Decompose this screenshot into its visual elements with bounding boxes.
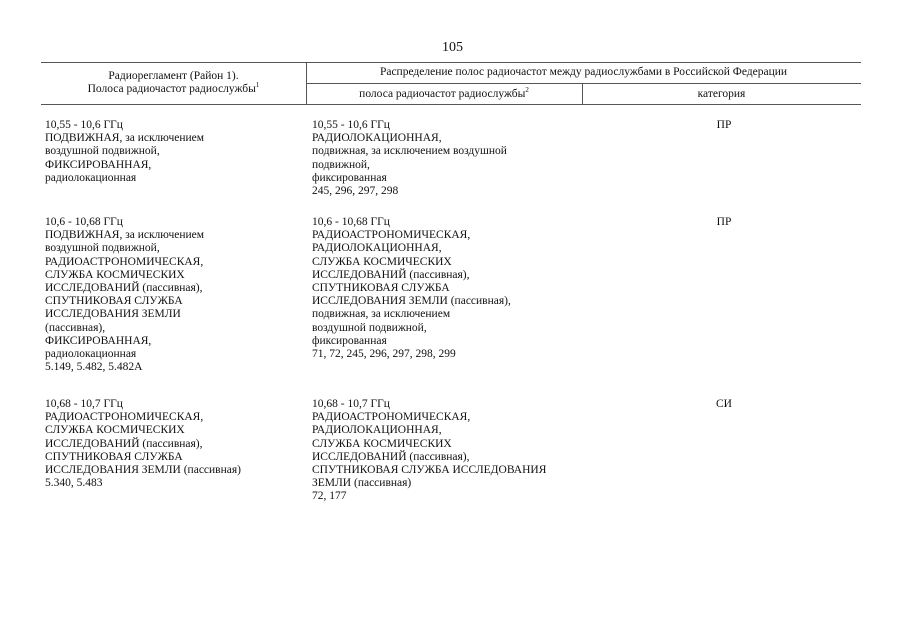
row-2-category: ПР xyxy=(716,216,732,228)
row-1-itu-allocation: 10,55 - 10,6 ГГц ПОДВИЖНАЯ, за исключением воздушной подвижной, ФИКСИРОВАННАЯ, радиолокационная xyxy=(45,119,205,184)
row-3-itu-allocation: 10,68 - 10,7 ГГц РАДИОАСТРОНОМИЧЕСКАЯ, СЛУЖБА КОСМИЧЕСКИХ ИССЛЕДОВАНИЙ (пассивная), СПУТНИКОВАЯ СЛУЖБА ИССЛЕДОВАНИЯ ЗЕМЛИ (пассивная) 5.340, 5.483 xyxy=(45,398,241,490)
header-itu-line2: Полоса радиочастот радиослужбы$^1$ xyxy=(87,81,260,96)
row-1-category: ПР xyxy=(716,119,732,131)
header-band-column: полоса радиочастот радиослужбы$^2$ xyxy=(359,86,529,100)
row-2-rf-allocation: 10,6 - 10,68 ГГц РАДИОАСТРОНОМИЧЕСКАЯ, РАДИОЛОКАЦИОННАЯ, СЛУЖБА КОСМИЧЕСКИХ ИССЛЕДОВАНИЙ (пассивная), СПУТНИКОВАЯ СЛУЖБА ИССЛЕДОВАНИЯ ЗЕМЛИ (пассивная), подвижная, за исключением воздушной подвижной, фиксированная 71, 72, 245, 296, 297, 298, 299 xyxy=(312,216,511,361)
page-number: 105 xyxy=(442,40,463,55)
header-bottom-rule xyxy=(41,104,861,105)
header-itu-line1: Радиорегламент (Район 1). xyxy=(108,70,239,82)
header-split-rule xyxy=(306,83,861,84)
header-rf-title: Распределение полос радиочастот между радиослужбами в Российской Федерации xyxy=(379,66,788,78)
row-3-rf-allocation: 10,68 - 10,7 ГГц РАДИОАСТРОНОМИЧЕСКАЯ, РАДИОЛОКАЦИОННАЯ, СЛУЖБА КОСМИЧЕСКИХ ИССЛЕДОВАНИЙ (пассивная), СПУТНИКОВАЯ СЛУЖБА ИССЛЕДОВАНИЯ ЗЕМЛИ (пассивная) 72, 177 xyxy=(312,398,547,503)
header-category-column: категория xyxy=(697,88,746,100)
footnote-marker-1: 1 xyxy=(255,81,260,90)
header-itu-column xyxy=(41,70,306,96)
row-1-rf-allocation: 10,55 - 10,6 ГГц РАДИОЛОКАЦИОННАЯ, подвижная, за исключением воздушной подвижной, фиксированная 245, 296, 297, 298 xyxy=(312,119,507,198)
row-2-itu-allocation: 10,6 - 10,68 ГГц ПОДВИЖНАЯ, за исключением воздушной подвижной, РАДИОАСТРОНОМИЧЕСКАЯ, СЛУЖБА КОСМИЧЕСКИХ ИССЛЕДОВАНИЙ (пассивная), СПУТНИКОВАЯ СЛУЖБА ИССЛЕДОВАНИЯ ЗЕМЛИ (пассивная), ФИКСИРОВАННАЯ, радиолокационная 5.149, 5.482, 5.482А xyxy=(45,216,205,374)
row-3-category: СИ xyxy=(716,398,732,410)
table-top-rule xyxy=(41,62,861,63)
footnote-marker-2: 2 xyxy=(525,86,529,95)
